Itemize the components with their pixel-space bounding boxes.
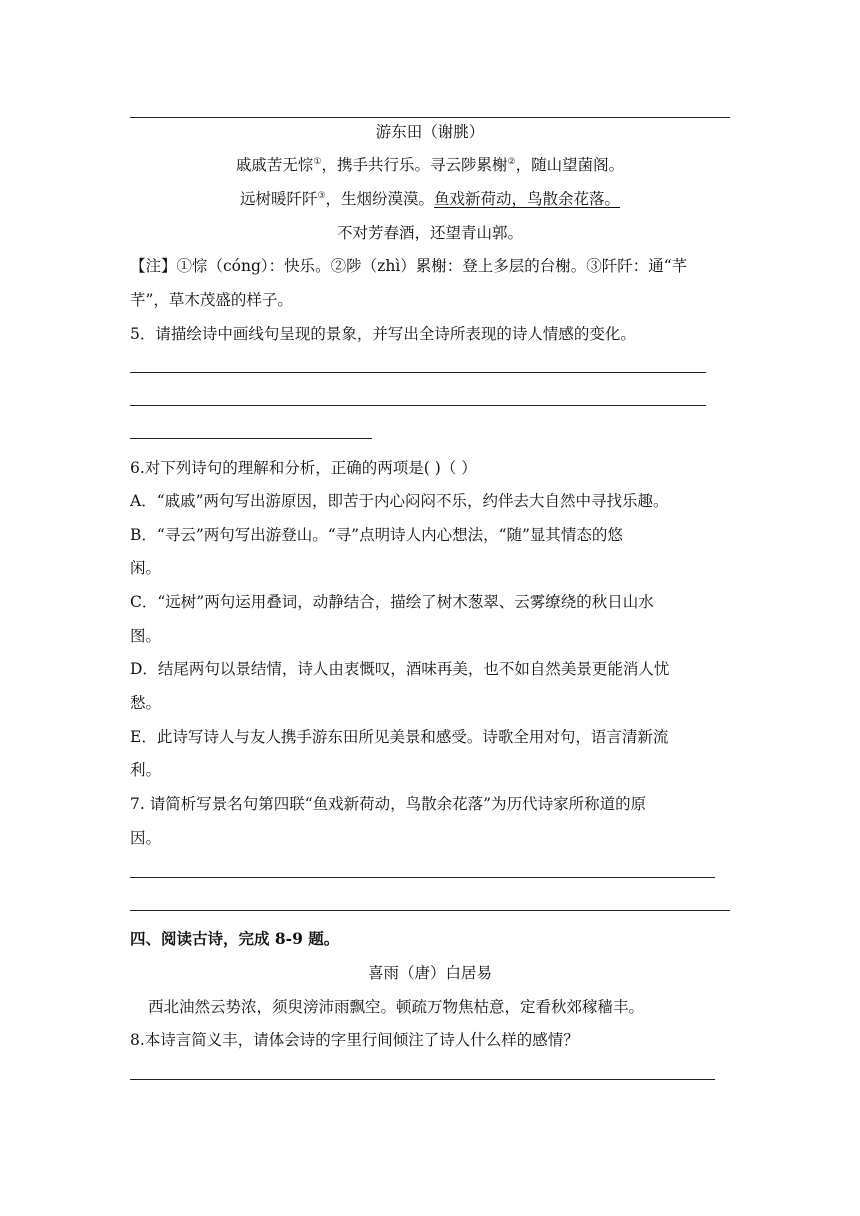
section-4-heading: 四、阅读古诗，完成 8-9 题。 bbox=[130, 929, 340, 948]
option-b-line-1: B．“寻云”两句写出游登山。“寻”点明诗人内心想法，“随”显其情态的悠 bbox=[130, 526, 623, 544]
option-c-line-1: C．“远树”两句运用叠词，动静结合，描绘了树木葱翠、云雾缭绕的秋日山水 bbox=[130, 593, 654, 611]
poem-line-1: 戚戚苦无悰①，携手共行乐。寻云陟累榭②，随山望菌阁。 bbox=[235, 156, 625, 174]
footnote-marker-2: ② bbox=[507, 156, 516, 167]
note-line-2: 芊”，草木茂盛的样子。 bbox=[130, 291, 293, 309]
poem-2-text: 西北油然云势浓，须臾滂沛雨飘空。顿疏万物焦枯意，定看秋郊稼穑丰。 bbox=[148, 998, 645, 1016]
question-7-line-1: 7. 请简析写景名句第四联“鱼戏新荷动，鸟散余花落”为历代诗家所称道的原 bbox=[130, 795, 647, 813]
poem-title: 游东田（谢朓） bbox=[375, 123, 485, 141]
note-line-1: 【注】①悰（cóng）：快乐。②陟（zhì）累榭：登上多层的台榭。③阡阡：通“芊 bbox=[130, 257, 688, 275]
question-5: 5．请描绘诗中画线句呈现的景象，并写出全诗所表现的诗人情感的变化。 bbox=[130, 325, 636, 343]
answer-line[interactable] bbox=[130, 405, 706, 406]
poem-2-title: 喜雨（唐）白居易 bbox=[367, 964, 492, 982]
option-d-line-1: D．结尾两句以景结情，诗人由衷慨叹，酒味再美，也不如自然美景更能消人忧 bbox=[130, 660, 670, 678]
option-b-line-2: 闲。 bbox=[130, 559, 162, 577]
question-6-stem: 6.对下列诗句的理解和分析，正确的两项是( )（ ） bbox=[130, 459, 477, 477]
answer-line[interactable] bbox=[130, 1079, 715, 1080]
top-rule bbox=[130, 117, 730, 118]
option-d-line-2: 愁。 bbox=[130, 694, 162, 712]
question-8: 8.本诗言简义丰，请体会诗的字里行间倾注了诗人什么样的感情？ bbox=[130, 1031, 579, 1049]
answer-line[interactable] bbox=[130, 438, 372, 439]
answer-line[interactable] bbox=[130, 372, 706, 373]
question-7-line-2: 因。 bbox=[130, 829, 162, 847]
poem-line-3: 不对芳春酒，还望青山郭。 bbox=[336, 224, 523, 242]
answer-line[interactable] bbox=[130, 910, 730, 911]
option-e-line-2: 利。 bbox=[130, 761, 162, 779]
option-a: A．“戚戚”两句写出游原因，即苦于内心闷闷不乐，约伴去大自然中寻找乐趣。 bbox=[130, 492, 669, 510]
footnote-marker-3: ③ bbox=[317, 190, 326, 201]
underlined-verse: 鱼戏新荷动，鸟散余花落。 bbox=[434, 190, 621, 208]
option-e-line-1: E．此诗写诗人与友人携手游东田所见美景和感受。诗歌全用对句，语言清新流 bbox=[130, 728, 669, 746]
option-c-line-2: 图。 bbox=[130, 627, 162, 645]
answer-line[interactable] bbox=[130, 877, 715, 878]
footnote-marker-1: ① bbox=[313, 156, 322, 167]
poem-line-2: 远树暖阡阡③，生烟纷漠漠。鱼戏新荷动，鸟散余花落。 bbox=[239, 190, 621, 208]
